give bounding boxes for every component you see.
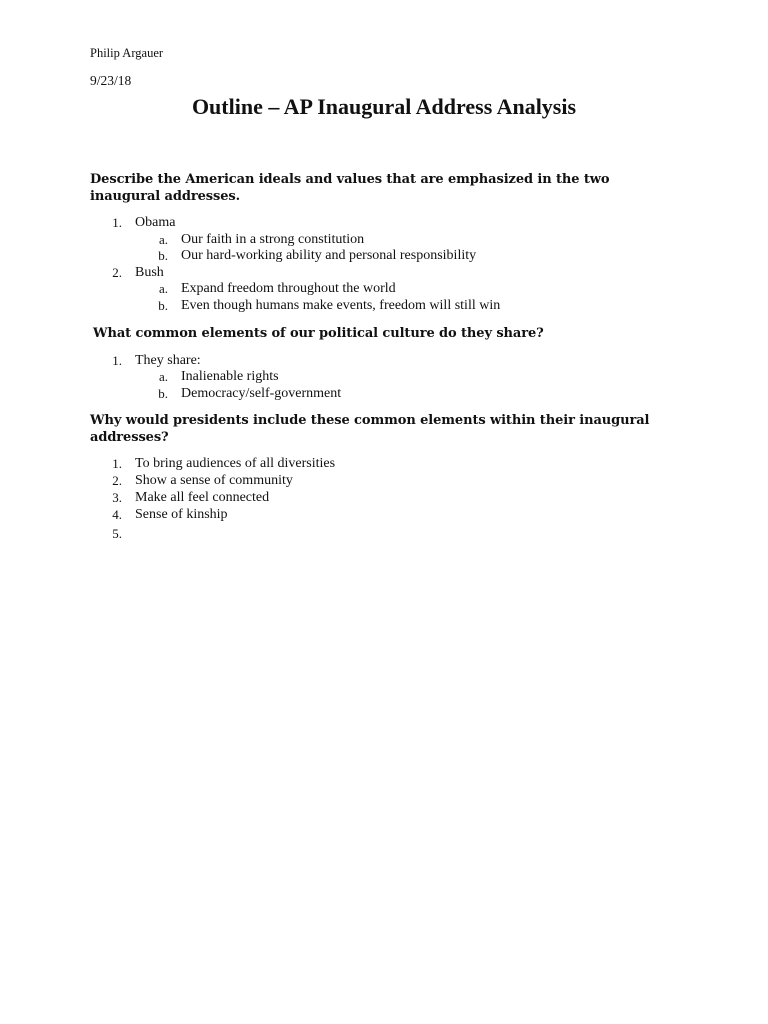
list-marker: 2. (112, 473, 122, 488)
list-marker: b. (158, 298, 168, 313)
list-subitem-text: Even though humans make events, freedom will still win (181, 298, 501, 313)
list-marker: b. (158, 248, 168, 263)
list-subitem-text: Democracy/self-government (181, 386, 342, 401)
list-marker: 1. (112, 456, 122, 471)
list-marker: 1. (112, 215, 122, 230)
list-subitem-text: Our hard-working ability and personal responsibility (181, 248, 477, 263)
list-subitem-text: Expand freedom throughout the world (181, 281, 396, 296)
list-item-text: Bush (135, 265, 164, 280)
list-item-text: Show a sense of community (135, 473, 293, 488)
list-item-text: They share: (135, 353, 201, 368)
question-2: What common elements of our political culture do they share? (93, 326, 544, 341)
list-marker: 3. (112, 490, 122, 505)
author-name: Philip Argauer (90, 46, 164, 60)
list-subitem-text: Inalienable rights (181, 369, 279, 384)
question-3: Why would presidents include these common elements within their inaugural addresses? (90, 413, 650, 445)
list-marker: 5. (112, 526, 122, 541)
document-date: 9/23/18 (90, 73, 132, 88)
list-marker: b. (158, 386, 168, 401)
list-item-text: Obama (135, 215, 176, 230)
list-marker: 2. (112, 265, 122, 280)
list-marker: a. (158, 232, 168, 247)
list-item-text: Make all feel connected (135, 490, 270, 505)
list-marker: 1. (112, 353, 122, 368)
page-title (0, 94, 768, 120)
list-item-text: To bring audiences of all diversities (135, 456, 336, 471)
list-item-text: Sense of kinship (135, 507, 228, 522)
list-marker: a. (158, 369, 168, 384)
question-1: Describe the American ideals and values that are emphasized in the two inaugural addresses. (90, 172, 610, 204)
page-title-text: Outline – AP Inaugural Address Analysis (191, 94, 577, 119)
list-marker: 4. (112, 507, 122, 522)
list-marker: a. (158, 281, 168, 296)
list-subitem-text: Our faith in a strong constitution (181, 232, 365, 247)
